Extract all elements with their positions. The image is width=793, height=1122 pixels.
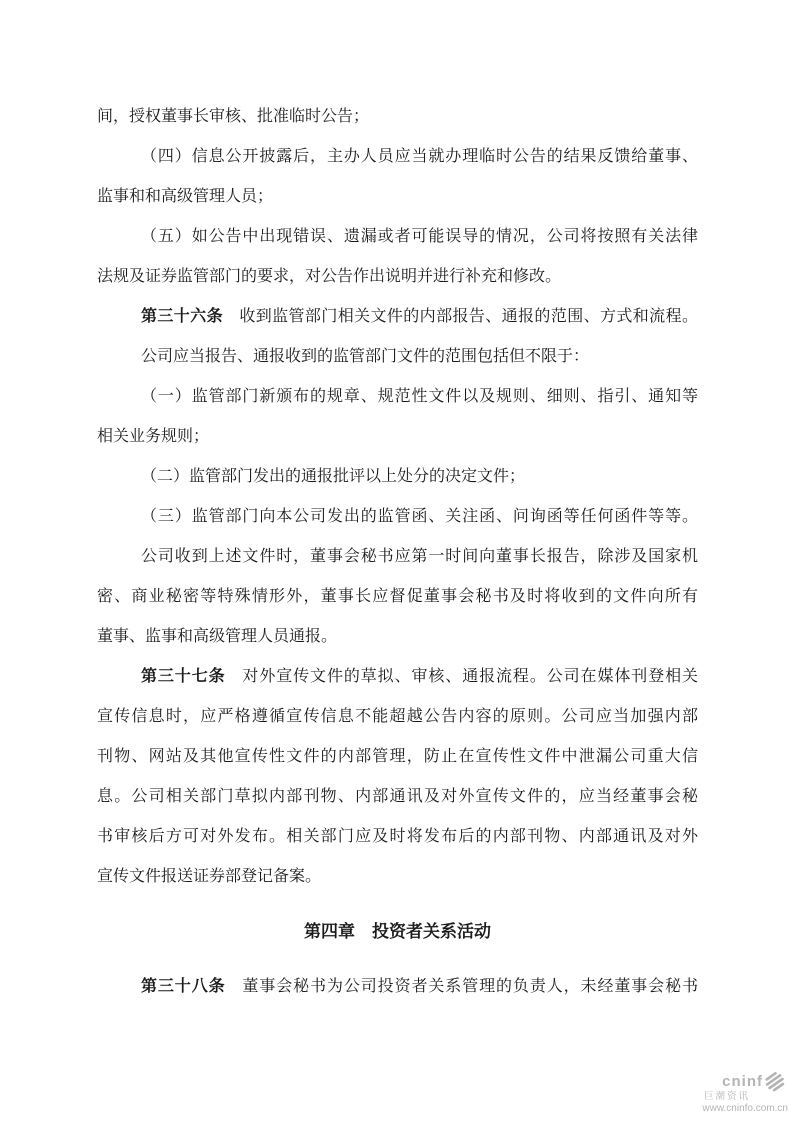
line-text: 间，授权董事长审核、批准临时公告；: [97, 108, 370, 125]
article-number: 第三十八条: [141, 978, 226, 995]
article-number: 第三十七条: [141, 668, 226, 685]
text-line: [97, 137, 698, 177]
text-line: [97, 377, 698, 417]
line-text: 息。公司相关部门草拟内部刊物、内部通讯及对外宣传文件的，应当经董事会秘: [97, 788, 698, 805]
text-line: [97, 617, 698, 657]
text-line: [97, 817, 698, 857]
document-body: [97, 97, 698, 1007]
line-text: （五）如公告中出现错误、遗漏或者可能误导的情况，公司将按照有关法律: [141, 228, 698, 245]
line-text: 密、商业秘密等特殊情形外，董事长应督促董事会秘书及时将收到的文件向所有: [97, 588, 698, 605]
text-line: [97, 857, 698, 897]
text-line: [97, 457, 698, 497]
line-text: 收到监管部门相关文件的内部报告、通报的范围、方式和流程。: [222, 308, 698, 325]
cninfo-watermark: [702, 1072, 790, 1114]
line-text: 法规及证券监管部门的要求，对公告作出说明并进行补充和修改。: [97, 268, 562, 285]
line-text: （三）监管部门向本公司发出的监管函、关注函、问询函等任何函件等等。: [141, 508, 698, 525]
text-line: [97, 537, 698, 577]
cninfo-logo-row: [702, 1072, 790, 1092]
line-text: 董事会秘书为公司投资者关系管理的负责人，未经董事会秘书: [225, 978, 698, 995]
line-text: 监事和和高级管理人员；: [97, 188, 274, 205]
line-text: 公司收到上述文件时，董事会秘书应第一时间向董事长报告，除涉及国家机: [141, 548, 698, 565]
cninfo-url: www.cninfo.com.cn: [702, 1102, 788, 1114]
text-line: [97, 577, 698, 617]
line-text: 董事、监事和高级管理人员通报。: [97, 628, 338, 645]
line-text: 公司应当报告、通报收到的监管部门文件的范围包括但不限于：: [141, 348, 590, 365]
cninfo-brand-text: cninf: [722, 1072, 763, 1090]
line-text: 宣传文件报送证券部登记备案。: [97, 868, 322, 885]
text-line: [97, 217, 698, 257]
text-line: [97, 497, 698, 537]
text-line: [97, 777, 698, 817]
text-line: [97, 417, 698, 457]
line-text: 书审核后方可对外发布。相关部门应及时将发布后的内部刊物、内部通讯及对外: [97, 828, 698, 845]
text-line: [97, 177, 698, 217]
line-text: 对外宣传文件的草拟、审核、通报流程。公司在媒体刊登相关: [225, 668, 698, 685]
cninfo-subtitle: 巨潮资讯: [703, 1090, 750, 1102]
text-line: [97, 967, 698, 1007]
article-number: 第三十六条: [141, 308, 223, 325]
text-line: [97, 697, 698, 737]
cninfo-globe-swirl-icon: [765, 1072, 785, 1092]
text-line: [97, 337, 698, 377]
chapter-heading: 第四章 投资者关系活动: [304, 922, 491, 941]
line-text: （四）信息公开披露后，主办人员应当就办理临时公告的结果反馈给董事、: [141, 148, 698, 165]
line-text: 宣传信息时，应严格遵循宣传信息不能超越公告内容的原则。公司应当加强内部: [97, 708, 698, 725]
line-text: （二）监管部门发出的通报批评以上处分的决定文件；: [141, 468, 526, 485]
text-line: [97, 97, 698, 137]
line-text: 相关业务规则；: [97, 428, 210, 445]
text-line: [97, 257, 698, 297]
text-line: [97, 297, 698, 337]
line-text: （一）监管部门新颁布的规章、规范性文件以及规则、细则、指引、通知等: [141, 388, 698, 405]
text-line: [97, 737, 698, 777]
line-text: 刊物、网站及其他宣传性文件的内部管理，防止在宣传性文件中泄漏公司重大信: [97, 748, 698, 765]
text-line: [97, 657, 698, 697]
